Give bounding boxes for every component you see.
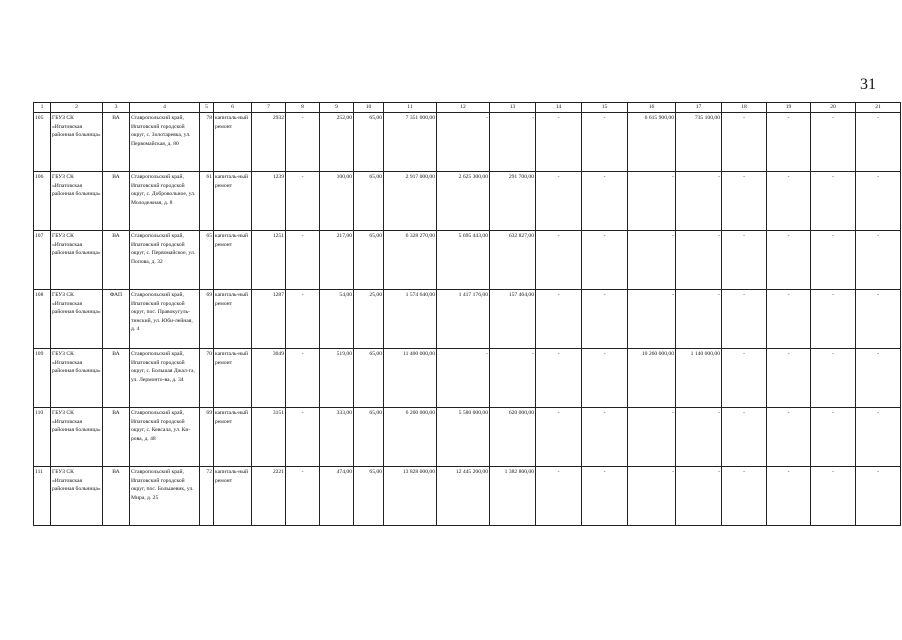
table-cell: 7 351 000,00 <box>384 113 437 172</box>
table-cell: 65 <box>200 231 214 290</box>
table-cell: - <box>582 231 628 290</box>
table-cell: - <box>767 349 811 408</box>
table-cell: - <box>490 349 536 408</box>
table-cell: 70 <box>200 349 214 408</box>
table-row <box>34 467 901 526</box>
table-cell: 620 000,00 <box>490 408 536 467</box>
table-cell: - <box>767 408 811 467</box>
table-cell: 217,00 <box>320 231 354 290</box>
table-row <box>34 290 901 349</box>
table-cell: 69 <box>200 408 214 467</box>
table-cell: 110 <box>34 408 51 467</box>
table-cell: - <box>722 231 767 290</box>
table-cell: 1 417 176,00 <box>437 290 490 349</box>
table-cell: - <box>767 231 811 290</box>
table-cell: 25,00 <box>354 290 384 349</box>
table-cell: - <box>722 290 767 349</box>
table-cell: 5 695 443,00 <box>437 231 490 290</box>
table-cell: 13 828 000,00 <box>384 467 437 526</box>
column-header: 5 <box>200 103 214 113</box>
table-cell: - <box>722 408 767 467</box>
table-cell: 157 464,00 <box>490 290 536 349</box>
table-cell: - <box>767 113 811 172</box>
table-cell: Ставропольский край, Ипатовский городской округ, пос. Правокугуль-тинский, ул. Юби-лейная, д. 4 <box>130 290 200 349</box>
table-cell: - <box>676 290 722 349</box>
table-cell: 65,00 <box>354 113 384 172</box>
table-cell: - <box>286 408 320 467</box>
table-cell: 100,00 <box>320 172 354 231</box>
table-cell: - <box>676 231 722 290</box>
column-header: 1 <box>34 103 51 113</box>
table-row <box>34 113 901 172</box>
column-header: 21 <box>856 103 901 113</box>
table-cell: 65,00 <box>354 467 384 526</box>
table-cell: Ставропольский край, Ипатовский городской округ, с. Добровольное, ул. Молодежная, д. 8 <box>130 172 200 231</box>
table-cell: 6 328 270,00 <box>384 231 437 290</box>
table-cell: - <box>582 172 628 231</box>
table-cell: - <box>767 467 811 526</box>
column-header: 2 <box>51 103 103 113</box>
table-cell: 54,00 <box>320 290 354 349</box>
table-cell: 69 <box>200 290 214 349</box>
column-header: 10 <box>354 103 384 113</box>
table-cell: ФАП <box>103 290 130 349</box>
table-cell: 11 400 000,00 <box>384 349 437 408</box>
page-number: 31 <box>860 76 876 93</box>
table-cell: 108 <box>34 290 51 349</box>
table-cell: 65,00 <box>354 408 384 467</box>
table-row <box>34 172 901 231</box>
table-cell: - <box>811 467 856 526</box>
table-cell: - <box>536 408 582 467</box>
column-header: 20 <box>811 103 856 113</box>
column-header: 7 <box>252 103 286 113</box>
table-cell: ВА <box>103 467 130 526</box>
table-cell: 111 <box>34 467 51 526</box>
table-row <box>34 408 901 467</box>
table-cell: 1287 <box>252 290 286 349</box>
column-header: 15 <box>582 103 628 113</box>
table-cell: 65,00 <box>354 349 384 408</box>
table-cell: - <box>856 349 901 408</box>
column-header: 4 <box>130 103 200 113</box>
table-cell: 1 382 800,00 <box>490 467 536 526</box>
table-row <box>34 349 901 408</box>
table-cell: - <box>767 172 811 231</box>
table-cell: 2932 <box>252 113 286 172</box>
table-cell: - <box>286 467 320 526</box>
table-cell: 519,00 <box>320 349 354 408</box>
table-cell: ВА <box>103 172 130 231</box>
table-cell: 1239 <box>252 172 286 231</box>
table-cell: 105 <box>34 113 51 172</box>
table-cell: - <box>856 467 901 526</box>
table-cell: Ставропольский край, Ипатовский городской округ, пос. Большевик, ул. Мира, д. 25 <box>130 467 200 526</box>
table-cell: 65,00 <box>354 231 384 290</box>
table-cell: 291 700,00 <box>490 172 536 231</box>
table-cell: ВА <box>103 113 130 172</box>
table-cell: 106 <box>34 172 51 231</box>
table-cell: ВА <box>103 408 130 467</box>
table-cell: - <box>628 172 676 231</box>
table-cell: капиталь-ный ремонт <box>214 231 252 290</box>
table-cell: ГБУЗ СК «Ипатовская районная больница» <box>51 113 103 172</box>
table-cell: 78 <box>200 113 214 172</box>
table-cell: ГБУЗ СК «Ипатовская районная больница» <box>51 408 103 467</box>
table-cell: 6 615 900,00 <box>628 113 676 172</box>
table-cell: Ставропольский край, Ипатовский городской округ, с. Кевсала, ул. Ки-рова, д. 48 <box>130 408 200 467</box>
table-cell: 109 <box>34 349 51 408</box>
table-cell: 6 200 000,00 <box>384 408 437 467</box>
table-cell: - <box>582 349 628 408</box>
table-cell: - <box>722 172 767 231</box>
table-cell: - <box>856 113 901 172</box>
table-cell: ГБУЗ СК «Ипатовская районная больница» <box>51 467 103 526</box>
table-cell: капиталь-ный ремонт <box>214 349 252 408</box>
table-cell: - <box>536 172 582 231</box>
table-cell: ГБУЗ СК «Ипатовская районная больница» <box>51 172 103 231</box>
table-cell: 1 574 640,00 <box>384 290 437 349</box>
table-cell: - <box>536 231 582 290</box>
table-cell: - <box>628 408 676 467</box>
table-cell: 107 <box>34 231 51 290</box>
table-cell: 3049 <box>252 349 286 408</box>
table-cell: капиталь-ный ремонт <box>214 290 252 349</box>
table-cell: 2221 <box>252 467 286 526</box>
table-cell: 1251 <box>252 231 286 290</box>
table-cell: ГБУЗ СК «Ипатовская районная больница» <box>51 290 103 349</box>
table-cell: ГБУЗ СК «Ипатовская районная больница» <box>51 231 103 290</box>
column-header: 19 <box>767 103 811 113</box>
table-cell: - <box>582 290 628 349</box>
table-cell: 2 917 000,00 <box>384 172 437 231</box>
table-cell: - <box>767 290 811 349</box>
table-cell: - <box>856 231 901 290</box>
table-cell: - <box>856 172 901 231</box>
table-cell: Ставропольский край, Ипатовский городской округ, с. Золотаревка, ул. Первомайская, д. 80 <box>130 113 200 172</box>
table-cell: - <box>286 290 320 349</box>
column-header: 11 <box>384 103 437 113</box>
table-cell: - <box>811 231 856 290</box>
table-cell: ВА <box>103 349 130 408</box>
table-cell: - <box>582 113 628 172</box>
table-cell: 12 445 200,00 <box>437 467 490 526</box>
table-cell: 2 625 300,00 <box>437 172 490 231</box>
table-cell: - <box>437 113 490 172</box>
column-header: 17 <box>676 103 722 113</box>
table-cell: - <box>582 408 628 467</box>
header-row <box>34 103 901 113</box>
table-cell: - <box>490 113 536 172</box>
table-cell: - <box>856 290 901 349</box>
table-cell: - <box>676 467 722 526</box>
column-header: 13 <box>490 103 536 113</box>
table-cell: - <box>286 349 320 408</box>
table-cell: - <box>536 113 582 172</box>
table-cell: ВА <box>103 231 130 290</box>
table-cell: 3151 <box>252 408 286 467</box>
table-cell: - <box>722 467 767 526</box>
table-cell: капиталь-ный ремонт <box>214 113 252 172</box>
table-cell: ГБУЗ СК «Ипатовская районная больница» <box>51 349 103 408</box>
column-header: 14 <box>536 103 582 113</box>
table-cell: - <box>536 349 582 408</box>
table-cell: - <box>286 113 320 172</box>
table-cell: - <box>286 231 320 290</box>
column-header: 12 <box>437 103 490 113</box>
table-cell: - <box>628 290 676 349</box>
table-cell: 1 140 000,00 <box>676 349 722 408</box>
table-cell: - <box>811 290 856 349</box>
table-cell: 252,00 <box>320 113 354 172</box>
column-header: 3 <box>103 103 130 113</box>
table-cell: - <box>811 113 856 172</box>
data-table <box>33 102 901 526</box>
table-cell: - <box>676 172 722 231</box>
column-header: 18 <box>722 103 767 113</box>
table-cell: 333,00 <box>320 408 354 467</box>
table-body <box>34 113 901 526</box>
table-cell: - <box>582 467 628 526</box>
column-header: 8 <box>286 103 320 113</box>
table-cell: - <box>722 349 767 408</box>
table-cell: 5 580 000,00 <box>437 408 490 467</box>
table-cell: капиталь-ный ремонт <box>214 467 252 526</box>
table-cell: капиталь-ный ремонт <box>214 408 252 467</box>
table-row <box>34 231 901 290</box>
table-cell: - <box>628 231 676 290</box>
table-cell: - <box>811 408 856 467</box>
column-header: 16 <box>628 103 676 113</box>
table-cell: 72 <box>200 467 214 526</box>
table-cell: - <box>856 408 901 467</box>
table-cell: 61 <box>200 172 214 231</box>
table-cell: - <box>536 290 582 349</box>
table-cell: 735 100,00 <box>676 113 722 172</box>
column-header: 9 <box>320 103 354 113</box>
column-header: 6 <box>214 103 252 113</box>
table-cell: Ставропольский край, Ипатовский городской округ, с. Первомайское, ул. Попова, д. 32 <box>130 231 200 290</box>
table-cell: капиталь-ный ремонт <box>214 172 252 231</box>
table-cell: Ставропольский край, Ипатовский городской округ, с. Большая Джал-га, ул. Лермонто-ва, д. 34 <box>130 349 200 408</box>
table-cell: - <box>811 349 856 408</box>
table-cell: 10 260 000,00 <box>628 349 676 408</box>
table-cell: 632 827,00 <box>490 231 536 290</box>
table-cell: - <box>722 113 767 172</box>
table-cell: 65,00 <box>354 172 384 231</box>
table-cell: - <box>286 172 320 231</box>
table-cell: 474,00 <box>320 467 354 526</box>
table-cell: - <box>676 408 722 467</box>
table-cell: - <box>437 349 490 408</box>
table-cell: - <box>536 467 582 526</box>
table-cell: - <box>811 172 856 231</box>
table-cell: - <box>628 467 676 526</box>
